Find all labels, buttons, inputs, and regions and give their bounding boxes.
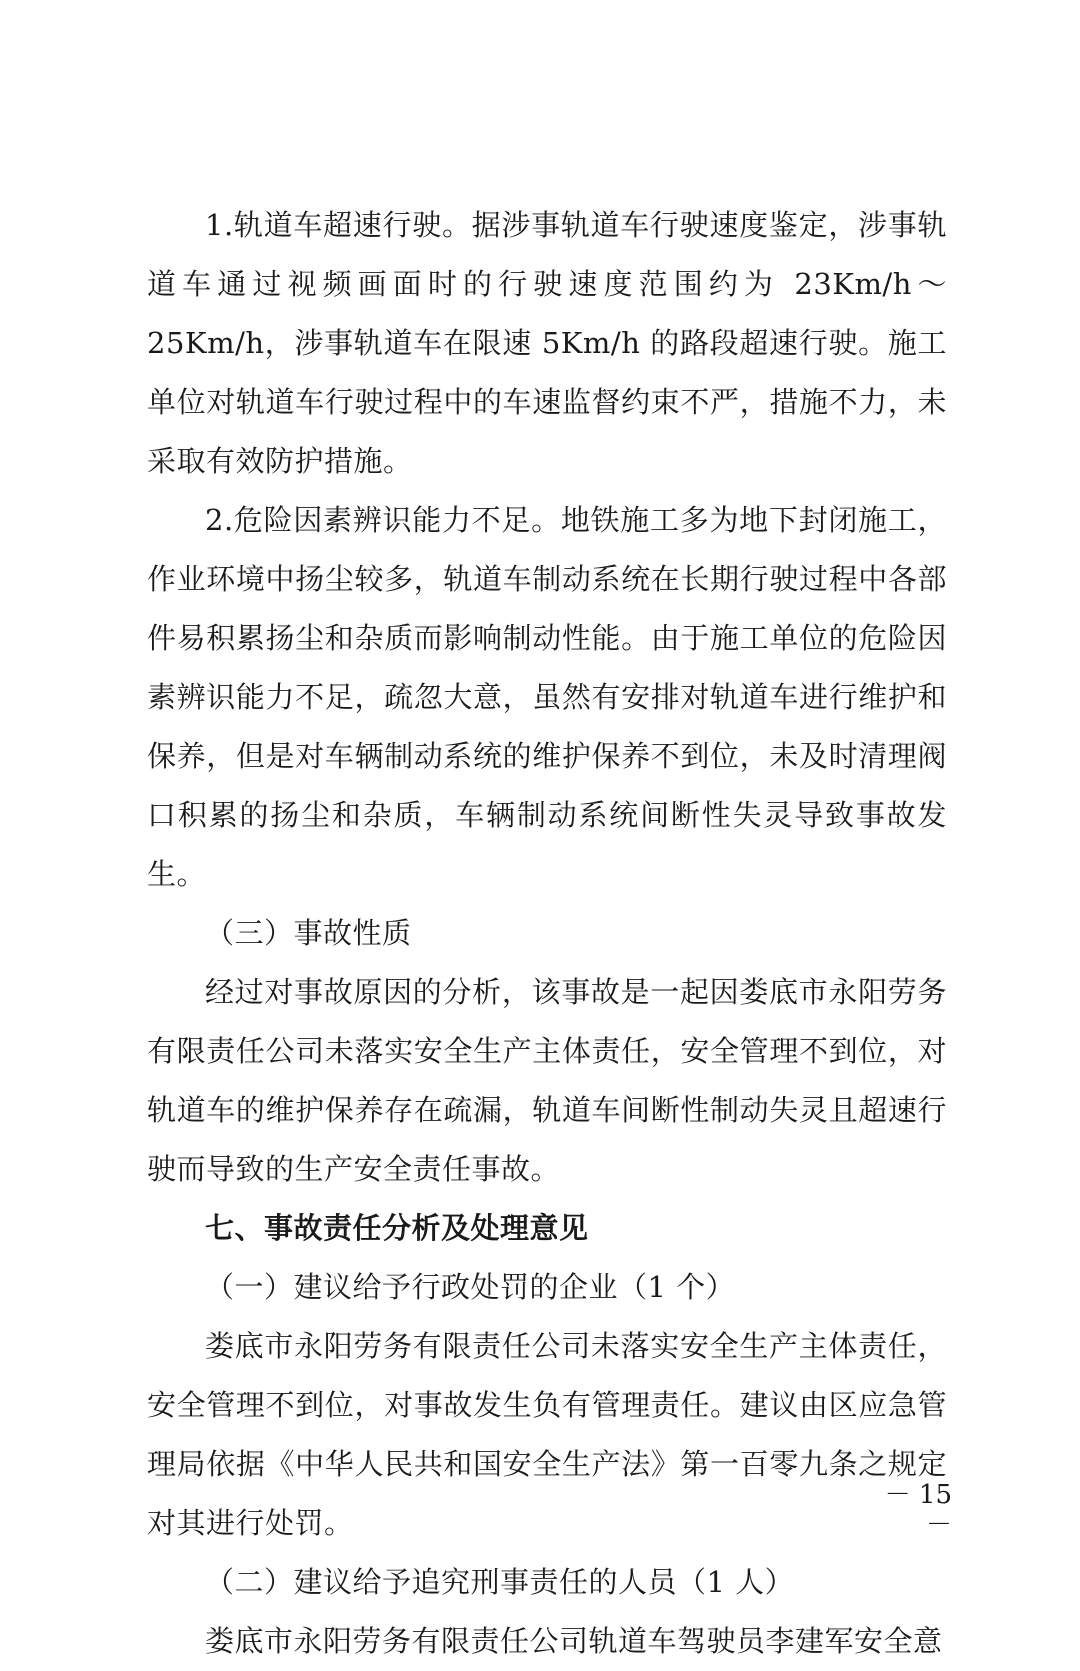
paragraph-administrative-penalty: 娄底市永阳劳务有限责任公司未落实安全生产主体责任，安全管理不到位，对事故发生负有管理责任。建议由区应急管理局依据《中华人民共和国安全生产法》第一百零九条之规定对其进行处罚。 xyxy=(147,1329,947,1540)
subheading-administrative-penalty: （一）建议给予行政处罚的企业（1 个） xyxy=(205,1270,736,1304)
section-heading-responsibility: 七、事故责任分析及处理意见 xyxy=(205,1211,589,1245)
paragraph-overspeed: 1.轨道车超速行驶。据涉事轨道车行驶速度鉴定，涉事轨道车通过视频画面时的行驶速度范围约为 23Km/h～25Km/h，涉事轨道车在限速 5Km/h 的路段超速行驶。施工单位对轨道车行驶过程中的车速监督约束不严，措施不力，未采取有效防护措施。 xyxy=(147,208,947,478)
document-body xyxy=(147,196,947,1671)
page-number: － 15 － xyxy=(884,1480,952,1540)
paragraph-hazard-identification: 2.危险因素辨识能力不足。地铁施工多为地下封闭施工，作业环境中扬尘较多，轨道车制动系统在长期行驶过程中各部件易积累扬尘和杂质而影响制动性能。由于施工单位的危险因素辨识能力不足，疏忽大意，虽然有安排对轨道车进行维护和保养，但是对车辆制动系统的维护保养不到位，未及时清理阀口积累的扬尘和杂质，车辆制动系统间断性失灵导致事故发生。 xyxy=(147,503,947,891)
subheading-criminal-liability: （二）建议给予追究刑事责任的人员（1 人） xyxy=(205,1565,795,1599)
paragraph-criminal-liability: 娄底市永阳劳务有限责任公司轨道车驾驶员李建军安全意 xyxy=(205,1624,943,1658)
subheading-accident-nature: （三）事故性质 xyxy=(205,916,412,950)
paragraph-accident-nature: 经过对事故原因的分析，该事故是一起因娄底市永阳劳务有限责任公司未落实安全生产主体责任，安全管理不到位，对轨道车的维护保养存在疏漏，轨道车间断性制动失灵且超速行驶而导致的生产安全责任事故。 xyxy=(147,975,947,1186)
